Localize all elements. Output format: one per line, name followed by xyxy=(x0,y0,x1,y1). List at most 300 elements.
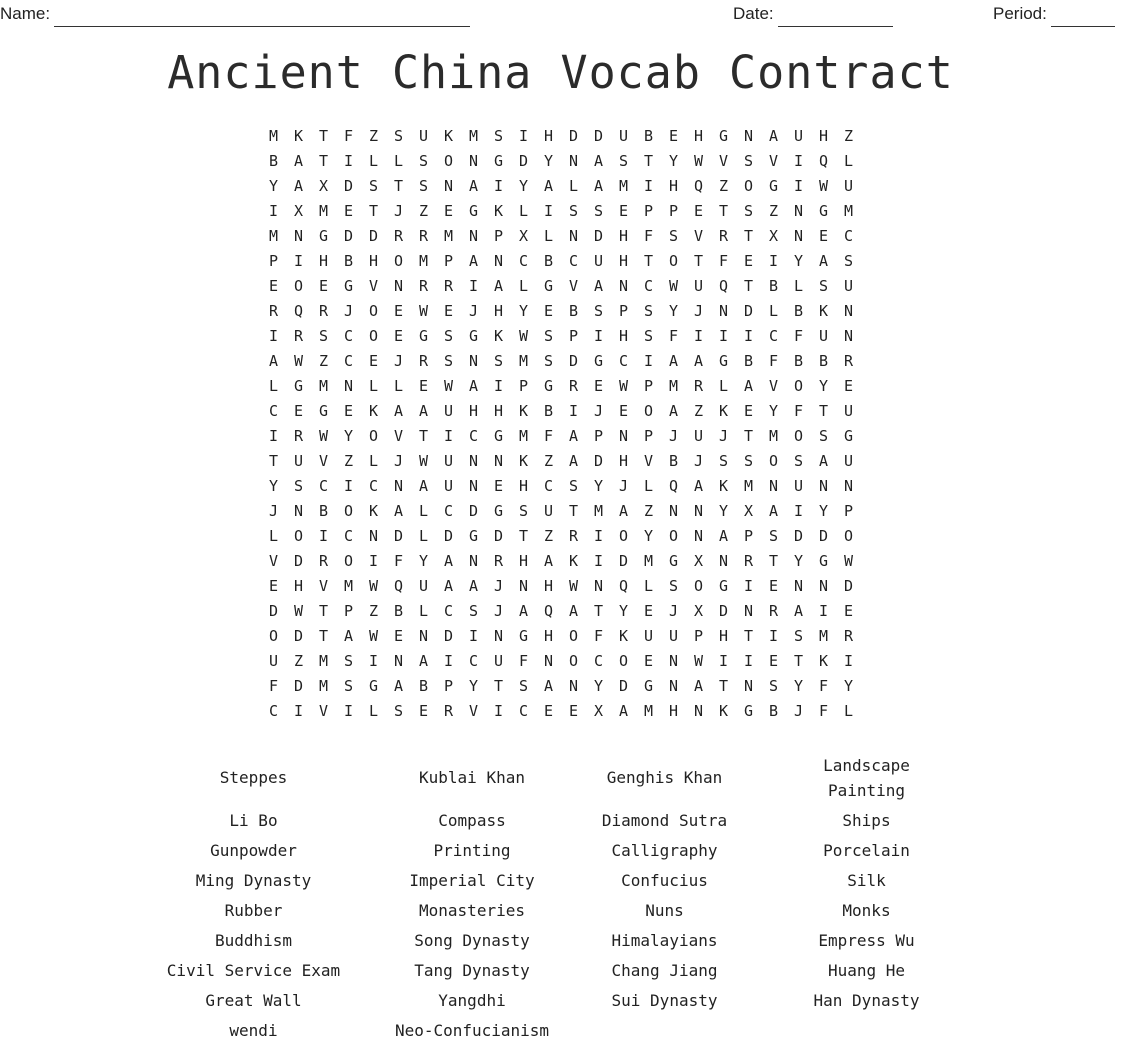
grid-letter[interactable]: A xyxy=(568,427,579,445)
grid-letter[interactable]: E xyxy=(393,302,404,320)
grid-letter[interactable]: A xyxy=(518,602,529,620)
grid-letter[interactable]: M xyxy=(518,427,529,445)
grid-letter[interactable]: M xyxy=(318,652,329,670)
grid-letter[interactable]: J xyxy=(493,602,504,620)
grid-letter[interactable]: A xyxy=(293,177,304,195)
grid-letter[interactable]: K xyxy=(818,652,829,670)
grid-letter[interactable]: X xyxy=(518,227,529,245)
grid-letter[interactable]: H xyxy=(618,327,629,345)
grid-letter[interactable]: W xyxy=(293,602,304,620)
grid-letter[interactable]: N xyxy=(493,452,504,470)
grid-letter[interactable]: C xyxy=(618,352,629,370)
grid-letter[interactable]: D xyxy=(293,677,304,695)
grid-letter[interactable]: N xyxy=(568,152,579,170)
grid-letter[interactable]: P xyxy=(668,202,679,220)
grid-letter[interactable]: O xyxy=(268,627,279,645)
grid-letter[interactable]: X xyxy=(593,702,604,720)
grid-letter[interactable]: H xyxy=(518,477,529,495)
grid-letter[interactable]: E xyxy=(618,202,629,220)
grid-letter[interactable]: P xyxy=(643,202,654,220)
grid-letter[interactable]: O xyxy=(368,427,379,445)
grid-letter[interactable]: I xyxy=(368,652,379,670)
grid-letter[interactable]: K xyxy=(493,327,504,345)
grid-letter[interactable]: L xyxy=(643,477,654,495)
grid-letter[interactable]: L xyxy=(718,377,729,395)
grid-letter[interactable]: I xyxy=(293,702,304,720)
grid-letter[interactable]: L xyxy=(268,527,279,545)
grid-letter[interactable]: A xyxy=(593,152,604,170)
grid-letter[interactable]: U xyxy=(268,652,279,670)
grid-letter[interactable]: C xyxy=(543,477,554,495)
grid-letter[interactable]: R xyxy=(318,302,329,320)
grid-letter[interactable]: N xyxy=(668,502,679,520)
grid-letter[interactable]: S xyxy=(468,602,479,620)
grid-letter[interactable]: A xyxy=(418,402,429,420)
grid-letter[interactable]: G xyxy=(718,127,729,145)
grid-letter[interactable]: M xyxy=(343,577,354,595)
grid-letter[interactable]: N xyxy=(393,652,404,670)
grid-letter[interactable]: H xyxy=(618,452,629,470)
grid-letter[interactable]: R xyxy=(293,427,304,445)
grid-letter[interactable]: P xyxy=(593,427,604,445)
grid-letter[interactable]: M xyxy=(518,352,529,370)
grid-letter[interactable]: N xyxy=(743,602,754,620)
grid-letter[interactable]: F xyxy=(768,352,779,370)
grid-letter[interactable]: D xyxy=(568,127,579,145)
grid-letter[interactable]: J xyxy=(393,452,404,470)
grid-letter[interactable]: Z xyxy=(543,452,554,470)
grid-letter[interactable]: Y xyxy=(593,477,604,495)
grid-letter[interactable]: D xyxy=(468,502,479,520)
grid-letter[interactable]: I xyxy=(343,477,354,495)
grid-letter[interactable]: N xyxy=(393,477,404,495)
grid-letter[interactable]: S xyxy=(393,127,404,145)
grid-letter[interactable]: H xyxy=(818,127,829,145)
grid-letter[interactable]: N xyxy=(843,302,854,320)
grid-letter[interactable]: Y xyxy=(468,677,479,695)
grid-letter[interactable]: I xyxy=(493,377,504,395)
grid-letter[interactable]: C xyxy=(568,252,579,270)
grid-letter[interactable]: A xyxy=(818,452,829,470)
grid-letter[interactable]: S xyxy=(543,352,554,370)
grid-letter[interactable]: K xyxy=(493,202,504,220)
grid-letter[interactable]: N xyxy=(343,377,354,395)
grid-letter[interactable]: U xyxy=(418,577,429,595)
grid-letter[interactable]: E xyxy=(418,702,429,720)
grid-letter[interactable]: J xyxy=(618,477,629,495)
grid-letter[interactable]: A xyxy=(543,552,554,570)
grid-letter[interactable]: E xyxy=(368,352,379,370)
grid-letter[interactable]: E xyxy=(543,302,554,320)
grid-letter[interactable]: T xyxy=(743,277,754,295)
grid-letter[interactable]: D xyxy=(493,527,504,545)
grid-letter[interactable]: D xyxy=(843,577,854,595)
grid-letter[interactable]: E xyxy=(343,402,354,420)
grid-letter[interactable]: F xyxy=(593,627,604,645)
grid-letter[interactable]: M xyxy=(443,227,454,245)
grid-letter[interactable]: Y xyxy=(518,302,529,320)
grid-letter[interactable]: X xyxy=(318,177,329,195)
grid-letter[interactable]: W xyxy=(318,427,329,445)
grid-letter[interactable]: I xyxy=(593,527,604,545)
grid-letter[interactable]: U xyxy=(293,452,304,470)
grid-letter[interactable]: P xyxy=(618,302,629,320)
grid-letter[interactable]: Y xyxy=(643,527,654,545)
grid-letter[interactable]: I xyxy=(293,252,304,270)
grid-letter[interactable]: T xyxy=(268,452,279,470)
grid-letter[interactable]: N xyxy=(818,577,829,595)
grid-letter[interactable]: J xyxy=(668,427,679,445)
grid-letter[interactable]: N xyxy=(368,527,379,545)
grid-letter[interactable]: F xyxy=(718,252,729,270)
grid-letter[interactable]: M xyxy=(768,427,779,445)
grid-letter[interactable]: T xyxy=(743,227,754,245)
grid-letter[interactable]: L xyxy=(643,577,654,595)
grid-letter[interactable]: C xyxy=(468,652,479,670)
grid-letter[interactable]: I xyxy=(593,552,604,570)
grid-letter[interactable]: G xyxy=(318,227,329,245)
grid-letter[interactable]: J xyxy=(693,452,704,470)
grid-letter[interactable]: N xyxy=(493,252,504,270)
grid-letter[interactable]: D xyxy=(818,527,829,545)
grid-letter[interactable]: D xyxy=(518,152,529,170)
grid-letter[interactable]: K xyxy=(568,552,579,570)
grid-letter[interactable]: S xyxy=(518,502,529,520)
grid-letter[interactable]: G xyxy=(493,502,504,520)
grid-letter[interactable]: L xyxy=(418,602,429,620)
grid-letter[interactable]: P xyxy=(443,677,454,695)
grid-letter[interactable]: A xyxy=(418,652,429,670)
grid-letter[interactable]: L xyxy=(368,377,379,395)
grid-letter[interactable]: A xyxy=(343,627,354,645)
grid-letter[interactable]: N xyxy=(293,502,304,520)
grid-letter[interactable]: N xyxy=(468,227,479,245)
grid-letter[interactable]: G xyxy=(543,377,554,395)
grid-letter[interactable]: R xyxy=(568,527,579,545)
grid-letter[interactable]: G xyxy=(368,677,379,695)
grid-letter[interactable]: U xyxy=(843,402,854,420)
grid-letter[interactable]: F xyxy=(643,227,654,245)
grid-letter[interactable]: Y xyxy=(793,252,804,270)
grid-letter[interactable]: E xyxy=(343,202,354,220)
grid-letter[interactable]: C xyxy=(518,702,529,720)
grid-letter[interactable]: B xyxy=(418,677,429,695)
grid-letter[interactable]: C xyxy=(768,327,779,345)
grid-letter[interactable]: I xyxy=(443,427,454,445)
grid-letter[interactable]: B xyxy=(668,452,679,470)
grid-letter[interactable]: R xyxy=(693,377,704,395)
grid-letter[interactable]: I xyxy=(718,652,729,670)
grid-letter[interactable]: V xyxy=(393,427,404,445)
grid-letter[interactable]: T xyxy=(643,152,654,170)
grid-letter[interactable]: B xyxy=(393,602,404,620)
grid-letter[interactable]: C xyxy=(593,652,604,670)
grid-letter[interactable]: I xyxy=(343,152,354,170)
grid-letter[interactable]: U xyxy=(793,477,804,495)
grid-letter[interactable]: N xyxy=(393,277,404,295)
grid-letter[interactable]: N xyxy=(793,227,804,245)
grid-letter[interactable]: N xyxy=(618,277,629,295)
grid-letter[interactable]: A xyxy=(793,602,804,620)
grid-letter[interactable]: A xyxy=(768,502,779,520)
grid-letter[interactable]: J xyxy=(268,502,279,520)
grid-letter[interactable]: N xyxy=(593,577,604,595)
grid-letter[interactable]: H xyxy=(543,127,554,145)
grid-letter[interactable]: N xyxy=(468,152,479,170)
grid-letter[interactable]: M xyxy=(418,252,429,270)
grid-letter[interactable]: Q xyxy=(693,177,704,195)
grid-letter[interactable]: A xyxy=(668,402,679,420)
grid-letter[interactable]: M xyxy=(593,502,604,520)
grid-letter[interactable]: S xyxy=(618,152,629,170)
grid-letter[interactable]: W xyxy=(818,177,829,195)
grid-letter[interactable]: I xyxy=(318,527,329,545)
grid-letter[interactable]: I xyxy=(643,177,654,195)
grid-letter[interactable]: N xyxy=(818,477,829,495)
grid-letter[interactable]: I xyxy=(268,327,279,345)
grid-letter[interactable]: N xyxy=(718,552,729,570)
grid-letter[interactable]: W xyxy=(518,327,529,345)
grid-letter[interactable]: I xyxy=(768,627,779,645)
grid-letter[interactable]: S xyxy=(318,327,329,345)
grid-letter[interactable]: K xyxy=(368,502,379,520)
grid-letter[interactable]: A xyxy=(468,377,479,395)
grid-letter[interactable]: O xyxy=(793,377,804,395)
grid-letter[interactable]: N xyxy=(418,627,429,645)
grid-letter[interactable]: M xyxy=(818,627,829,645)
grid-letter[interactable]: S xyxy=(593,202,604,220)
grid-letter[interactable]: U xyxy=(693,277,704,295)
grid-letter[interactable]: O xyxy=(343,502,354,520)
grid-letter[interactable]: T xyxy=(318,127,329,145)
grid-letter[interactable]: R xyxy=(293,327,304,345)
period-field[interactable] xyxy=(993,4,1115,27)
grid-letter[interactable]: O xyxy=(568,652,579,670)
grid-letter[interactable]: E xyxy=(843,602,854,620)
grid-letter[interactable]: C xyxy=(318,477,329,495)
grid-letter[interactable]: E xyxy=(268,277,279,295)
grid-letter[interactable]: J xyxy=(493,577,504,595)
grid-letter[interactable]: I xyxy=(768,252,779,270)
grid-letter[interactable]: K xyxy=(293,127,304,145)
grid-letter[interactable]: Z xyxy=(693,402,704,420)
grid-letter[interactable]: I xyxy=(793,502,804,520)
grid-letter[interactable]: T xyxy=(318,152,329,170)
grid-letter[interactable]: A xyxy=(618,702,629,720)
grid-letter[interactable]: W xyxy=(368,627,379,645)
grid-letter[interactable]: M xyxy=(318,677,329,695)
grid-letter[interactable]: Y xyxy=(418,552,429,570)
grid-letter[interactable]: V xyxy=(318,577,329,595)
grid-letter[interactable]: V xyxy=(693,227,704,245)
grid-letter[interactable]: H xyxy=(493,302,504,320)
grid-letter[interactable]: I xyxy=(543,202,554,220)
grid-letter[interactable]: A xyxy=(768,127,779,145)
grid-letter[interactable]: H xyxy=(693,127,704,145)
grid-letter[interactable]: A xyxy=(443,552,454,570)
grid-letter[interactable]: A xyxy=(543,177,554,195)
grid-letter[interactable]: M xyxy=(743,477,754,495)
grid-letter[interactable]: J xyxy=(393,352,404,370)
grid-letter[interactable]: B xyxy=(543,402,554,420)
grid-letter[interactable]: Z xyxy=(718,177,729,195)
grid-letter[interactable]: G xyxy=(818,202,829,220)
grid-letter[interactable]: R xyxy=(418,352,429,370)
grid-letter[interactable]: T xyxy=(743,627,754,645)
grid-letter[interactable]: I xyxy=(743,577,754,595)
grid-letter[interactable]: E xyxy=(818,227,829,245)
grid-letter[interactable]: T xyxy=(368,202,379,220)
grid-letter[interactable]: H xyxy=(618,252,629,270)
grid-letter[interactable]: R xyxy=(843,627,854,645)
grid-letter[interactable]: G xyxy=(843,427,854,445)
grid-letter[interactable]: A xyxy=(393,502,404,520)
grid-letter[interactable]: L xyxy=(518,277,529,295)
grid-letter[interactable]: Z xyxy=(318,352,329,370)
grid-letter[interactable]: K xyxy=(718,702,729,720)
grid-letter[interactable]: Q xyxy=(718,277,729,295)
grid-letter[interactable]: A xyxy=(668,352,679,370)
grid-letter[interactable]: D xyxy=(593,127,604,145)
grid-letter[interactable]: A xyxy=(818,252,829,270)
grid-letter[interactable]: T xyxy=(318,602,329,620)
grid-letter[interactable]: B xyxy=(818,352,829,370)
grid-letter[interactable]: S xyxy=(668,577,679,595)
grid-letter[interactable]: O xyxy=(393,252,404,270)
grid-letter[interactable]: Y xyxy=(818,377,829,395)
grid-letter[interactable]: Q xyxy=(818,152,829,170)
grid-letter[interactable]: W xyxy=(368,577,379,595)
grid-letter[interactable]: G xyxy=(493,427,504,445)
grid-letter[interactable]: W xyxy=(293,352,304,370)
grid-letter[interactable]: D xyxy=(618,677,629,695)
grid-letter[interactable]: C xyxy=(843,227,854,245)
grid-letter[interactable]: Q xyxy=(543,602,554,620)
grid-letter[interactable]: N xyxy=(743,677,754,695)
grid-letter[interactable]: L xyxy=(843,152,854,170)
grid-letter[interactable]: S xyxy=(493,352,504,370)
grid-letter[interactable]: W xyxy=(668,277,679,295)
grid-letter[interactable]: R xyxy=(718,227,729,245)
grid-letter[interactable]: B xyxy=(318,502,329,520)
grid-letter[interactable]: L xyxy=(418,502,429,520)
grid-letter[interactable]: S xyxy=(593,302,604,320)
grid-letter[interactable]: W xyxy=(618,377,629,395)
grid-letter[interactable]: A xyxy=(468,177,479,195)
grid-letter[interactable]: O xyxy=(693,577,704,595)
grid-letter[interactable]: J xyxy=(593,402,604,420)
grid-letter[interactable]: M xyxy=(843,202,854,220)
grid-letter[interactable]: T xyxy=(518,527,529,545)
grid-letter[interactable]: B xyxy=(268,152,279,170)
grid-letter[interactable]: E xyxy=(768,577,779,595)
grid-letter[interactable]: U xyxy=(443,477,454,495)
grid-letter[interactable]: E xyxy=(393,327,404,345)
grid-letter[interactable]: A xyxy=(543,677,554,695)
grid-letter[interactable]: D xyxy=(393,527,404,545)
grid-letter[interactable]: O xyxy=(293,277,304,295)
grid-letter[interactable]: O xyxy=(843,527,854,545)
grid-letter[interactable]: A xyxy=(443,577,454,595)
grid-letter[interactable]: E xyxy=(318,277,329,295)
grid-letter[interactable]: T xyxy=(568,502,579,520)
grid-letter[interactable]: H xyxy=(668,177,679,195)
grid-letter[interactable]: K xyxy=(818,302,829,320)
grid-letter[interactable]: F xyxy=(793,327,804,345)
grid-letter[interactable]: U xyxy=(843,277,854,295)
grid-letter[interactable]: K xyxy=(618,627,629,645)
grid-letter[interactable]: S xyxy=(418,177,429,195)
grid-letter[interactable]: C xyxy=(343,327,354,345)
grid-letter[interactable]: K xyxy=(718,477,729,495)
grid-letter[interactable]: E xyxy=(393,627,404,645)
grid-letter[interactable]: M xyxy=(268,127,279,145)
grid-letter[interactable]: P xyxy=(693,627,704,645)
grid-letter[interactable]: U xyxy=(543,502,554,520)
grid-letter[interactable]: M xyxy=(643,552,654,570)
grid-letter[interactable]: R xyxy=(568,377,579,395)
grid-letter[interactable]: I xyxy=(443,652,454,670)
grid-letter[interactable]: S xyxy=(343,652,354,670)
grid-letter[interactable]: B xyxy=(643,127,654,145)
grid-letter[interactable]: B xyxy=(743,352,754,370)
grid-letter[interactable]: G xyxy=(543,277,554,295)
grid-letter[interactable]: K xyxy=(518,402,529,420)
grid-letter[interactable]: T xyxy=(718,677,729,695)
grid-letter[interactable]: D xyxy=(593,227,604,245)
grid-letter[interactable]: N xyxy=(293,227,304,245)
grid-letter[interactable]: G xyxy=(318,402,329,420)
grid-letter[interactable]: I xyxy=(643,352,654,370)
name-field[interactable] xyxy=(0,4,470,27)
grid-letter[interactable]: S xyxy=(568,202,579,220)
grid-letter[interactable]: C xyxy=(643,277,654,295)
grid-letter[interactable]: L xyxy=(843,702,854,720)
grid-letter[interactable]: L xyxy=(793,277,804,295)
grid-letter[interactable]: O xyxy=(668,527,679,545)
grid-letter[interactable]: Z xyxy=(543,527,554,545)
grid-letter[interactable]: Z xyxy=(768,202,779,220)
grid-letter[interactable]: Y xyxy=(668,152,679,170)
grid-letter[interactable]: U xyxy=(668,627,679,645)
grid-letter[interactable]: O xyxy=(368,302,379,320)
grid-letter[interactable]: V xyxy=(718,152,729,170)
grid-letter[interactable]: A xyxy=(268,352,279,370)
grid-letter[interactable]: V xyxy=(318,452,329,470)
grid-letter[interactable]: L xyxy=(393,152,404,170)
grid-letter[interactable]: D xyxy=(618,552,629,570)
grid-letter[interactable]: U xyxy=(593,252,604,270)
grid-letter[interactable]: V xyxy=(568,277,579,295)
grid-letter[interactable]: Z xyxy=(368,127,379,145)
grid-letter[interactable]: H xyxy=(543,627,554,645)
grid-letter[interactable]: N xyxy=(493,627,504,645)
grid-letter[interactable]: C xyxy=(443,602,454,620)
grid-letter[interactable]: D xyxy=(343,177,354,195)
grid-letter[interactable]: I xyxy=(793,177,804,195)
grid-letter[interactable]: N xyxy=(743,127,754,145)
grid-letter[interactable]: I xyxy=(518,127,529,145)
grid-letter[interactable]: R xyxy=(393,227,404,245)
grid-letter[interactable]: I xyxy=(693,327,704,345)
grid-letter[interactable]: N xyxy=(668,677,679,695)
grid-letter[interactable]: F xyxy=(793,402,804,420)
grid-letter[interactable]: S xyxy=(718,452,729,470)
grid-letter[interactable]: I xyxy=(368,552,379,570)
grid-letter[interactable]: Q xyxy=(393,577,404,595)
grid-letter[interactable]: L xyxy=(368,152,379,170)
grid-letter[interactable]: N xyxy=(468,452,479,470)
